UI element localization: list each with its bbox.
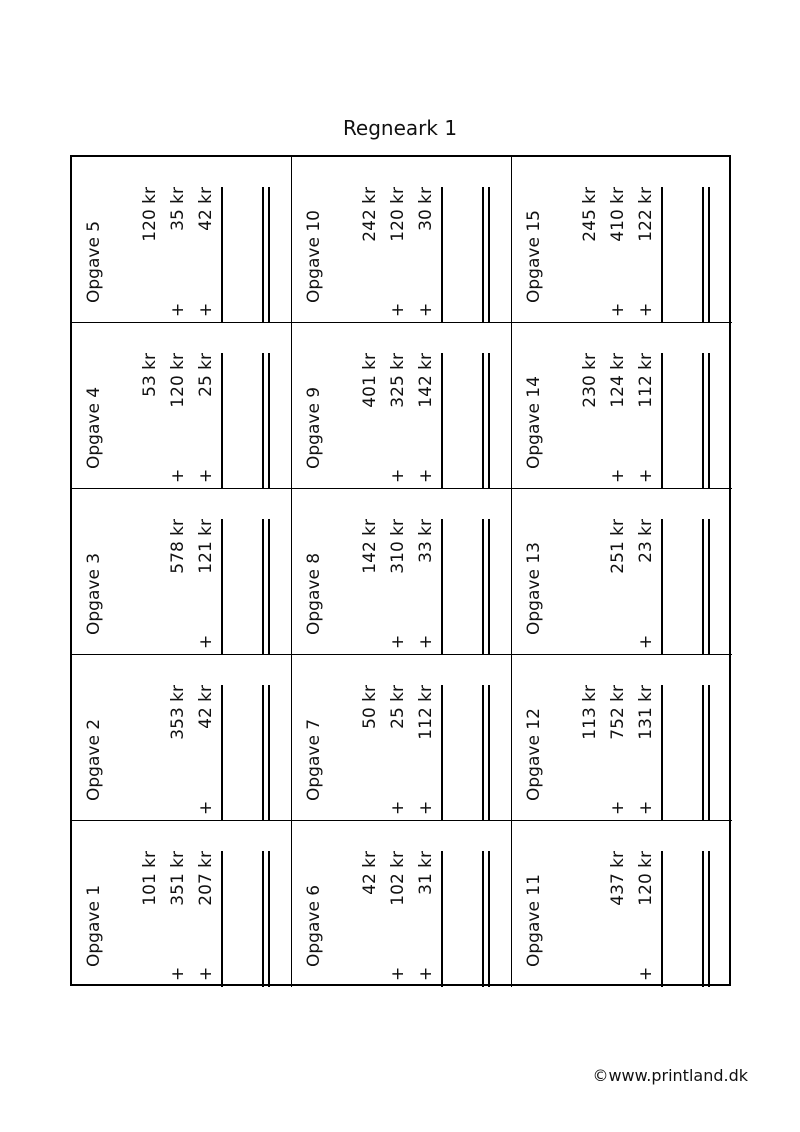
- amount-row: [360, 851, 384, 987]
- amount-value: 25 kr: [196, 353, 216, 397]
- amount-value: 120 kr: [636, 851, 656, 906]
- problem-cell: [512, 157, 732, 323]
- amount-row: [388, 353, 412, 489]
- amount-value: 101 kr: [140, 851, 160, 906]
- amount-value: 120 kr: [140, 187, 160, 242]
- amount-row: [416, 851, 440, 987]
- plus-sign: +: [168, 302, 188, 317]
- problem-content: [512, 655, 732, 821]
- problem-content: [512, 323, 732, 489]
- problem-label: Opgave 15: [524, 210, 544, 303]
- amount-value: 207 kr: [196, 851, 216, 906]
- answer-line-top: [262, 851, 264, 987]
- problem-cell: [72, 489, 292, 655]
- plus-sign: +: [196, 966, 216, 981]
- amount-row: [140, 851, 164, 987]
- problem-content: [72, 655, 292, 821]
- amount-value: 50 kr: [360, 685, 380, 729]
- answer-line-top: [482, 187, 484, 323]
- amount-row: [416, 187, 440, 323]
- plus-sign: +: [416, 966, 436, 981]
- amount-value: 122 kr: [636, 187, 656, 242]
- amount-row: [608, 851, 632, 987]
- problem-label: Opgave 12: [524, 708, 544, 801]
- problem-content: [512, 157, 732, 323]
- amount-row: [416, 519, 440, 655]
- problem-content: [292, 489, 512, 655]
- sum-underline: [221, 353, 223, 489]
- plus-sign: +: [196, 468, 216, 483]
- amount-value: 242 kr: [360, 187, 380, 242]
- amount-row: [196, 353, 220, 489]
- amount-row: [580, 187, 604, 323]
- answer-line-top: [262, 519, 264, 655]
- amount-value: 578 kr: [168, 519, 188, 574]
- problem-cell: [72, 821, 292, 987]
- amount-value: 142 kr: [360, 519, 380, 574]
- answer-line-bottom: [488, 187, 490, 323]
- answer-line-bottom: [488, 353, 490, 489]
- plus-sign: +: [608, 302, 628, 317]
- amount-row: [636, 187, 660, 323]
- problem-label: Opgave 4: [84, 386, 104, 469]
- amount-row: [168, 685, 192, 821]
- problem-label: Opgave 9: [304, 386, 324, 469]
- plus-sign: +: [416, 634, 436, 649]
- amount-value: 33 kr: [416, 519, 436, 563]
- problem-content: [292, 323, 512, 489]
- plus-sign: +: [416, 302, 436, 317]
- problem-cell: [512, 821, 732, 987]
- problem-content: [72, 489, 292, 655]
- sum-underline: [441, 685, 443, 821]
- problem-label: Opgave 7: [304, 718, 324, 801]
- problem-cell: [292, 821, 512, 987]
- amount-value: 113 kr: [580, 685, 600, 740]
- worksheet-grid: [70, 155, 731, 986]
- problem-content: [292, 157, 512, 323]
- problem-cell: [512, 323, 732, 489]
- amount-row: [168, 353, 192, 489]
- answer-line-bottom: [488, 519, 490, 655]
- problem-label: Opgave 14: [524, 376, 544, 469]
- amount-row: [388, 187, 412, 323]
- plus-sign: +: [608, 468, 628, 483]
- amount-row: [416, 685, 440, 821]
- problem-cell: [292, 157, 512, 323]
- amount-value: 131 kr: [636, 685, 656, 740]
- amount-row: [580, 685, 604, 821]
- answer-line-bottom: [708, 851, 710, 987]
- amount-row: [168, 519, 192, 655]
- amount-value: 230 kr: [580, 353, 600, 408]
- amount-row: [388, 685, 412, 821]
- problem-cell: [512, 655, 732, 821]
- plus-sign: +: [636, 302, 656, 317]
- problem-content: [72, 323, 292, 489]
- amount-row: [636, 353, 660, 489]
- amount-value: 310 kr: [388, 519, 408, 574]
- amount-row: [388, 519, 412, 655]
- plus-sign: +: [388, 634, 408, 649]
- plus-sign: +: [196, 634, 216, 649]
- answer-line-bottom: [488, 851, 490, 987]
- amount-row: [608, 685, 632, 821]
- amount-value: 251 kr: [608, 519, 628, 574]
- amount-row: [360, 519, 384, 655]
- amount-value: 353 kr: [168, 685, 188, 740]
- amount-value: 23 kr: [636, 519, 656, 563]
- plus-sign: +: [416, 468, 436, 483]
- amount-row: [168, 851, 192, 987]
- answer-line-bottom: [708, 187, 710, 323]
- problem-content: [512, 489, 732, 655]
- copyright-footer: ©www.printland.dk: [592, 1066, 748, 1085]
- amount-value: 121 kr: [196, 519, 216, 574]
- amount-value: 31 kr: [416, 851, 436, 895]
- problem-content: [72, 157, 292, 323]
- problem-cell: [292, 323, 512, 489]
- plus-sign: +: [196, 800, 216, 815]
- plus-sign: +: [636, 800, 656, 815]
- amount-value: 42 kr: [196, 187, 216, 231]
- answer-line-bottom: [488, 685, 490, 821]
- answer-line-bottom: [268, 353, 270, 489]
- plus-sign: +: [168, 966, 188, 981]
- problem-cell: [292, 655, 512, 821]
- amount-row: [196, 685, 220, 821]
- amount-value: 401 kr: [360, 353, 380, 408]
- plus-sign: +: [608, 800, 628, 815]
- plus-sign: +: [636, 468, 656, 483]
- sum-underline: [441, 353, 443, 489]
- plus-sign: +: [196, 302, 216, 317]
- answer-line-bottom: [708, 685, 710, 821]
- sum-underline: [661, 851, 663, 987]
- problem-label: Opgave 13: [524, 542, 544, 635]
- answer-line-bottom: [268, 851, 270, 987]
- answer-line-top: [262, 685, 264, 821]
- amount-value: 102 kr: [388, 851, 408, 906]
- sum-underline: [661, 353, 663, 489]
- sum-underline: [221, 851, 223, 987]
- answer-line-top: [482, 353, 484, 489]
- amount-row: [608, 187, 632, 323]
- amount-value: 112 kr: [636, 353, 656, 408]
- sum-underline: [661, 519, 663, 655]
- problem-cell: [292, 489, 512, 655]
- amount-value: 112 kr: [416, 685, 436, 740]
- problem-cell: [72, 157, 292, 323]
- problem-cell: [72, 323, 292, 489]
- amount-row: [168, 187, 192, 323]
- amount-value: 120 kr: [168, 353, 188, 408]
- page-title: Regneark 1: [342, 116, 458, 140]
- problem-label: Opgave 6: [304, 884, 324, 967]
- amount-value: 410 kr: [608, 187, 628, 242]
- amount-value: 142 kr: [416, 353, 436, 408]
- sum-underline: [221, 187, 223, 323]
- amount-value: 35 kr: [168, 187, 188, 231]
- problem-label: Opgave 8: [304, 552, 324, 635]
- problem-label: Opgave 2: [84, 718, 104, 801]
- problem-cell: [512, 489, 732, 655]
- problem-label: Opgave 3: [84, 552, 104, 635]
- amount-value: 325 kr: [388, 353, 408, 408]
- amount-value: 124 kr: [608, 353, 628, 408]
- answer-line-bottom: [708, 519, 710, 655]
- amount-row: [360, 353, 384, 489]
- answer-line-bottom: [708, 353, 710, 489]
- plus-sign: +: [416, 800, 436, 815]
- answer-line-bottom: [268, 187, 270, 323]
- amount-value: 42 kr: [360, 851, 380, 895]
- sum-underline: [441, 851, 443, 987]
- amount-value: 30 kr: [416, 187, 436, 231]
- amount-row: [388, 851, 412, 987]
- plus-sign: +: [168, 468, 188, 483]
- answer-line-top: [702, 685, 704, 821]
- amount-value: 53 kr: [140, 353, 160, 397]
- answer-line-top: [482, 519, 484, 655]
- answer-line-top: [482, 685, 484, 821]
- problem-content: [292, 821, 512, 987]
- amount-row: [608, 519, 632, 655]
- sum-underline: [661, 685, 663, 821]
- amount-row: [196, 519, 220, 655]
- amount-row: [140, 187, 164, 323]
- amount-row: [360, 685, 384, 821]
- amount-value: 245 kr: [580, 187, 600, 242]
- amount-value: 42 kr: [196, 685, 216, 729]
- sum-underline: [441, 187, 443, 323]
- amount-row: [196, 851, 220, 987]
- problem-content: [72, 821, 292, 987]
- problem-label: Opgave 1: [84, 884, 104, 967]
- problem-label: Opgave 10: [304, 210, 324, 303]
- plus-sign: +: [636, 966, 656, 981]
- amount-row: [636, 685, 660, 821]
- sum-underline: [661, 187, 663, 323]
- plus-sign: +: [388, 800, 408, 815]
- plus-sign: +: [388, 302, 408, 317]
- amount-row: [636, 851, 660, 987]
- problem-cell: [72, 655, 292, 821]
- problem-label: Opgave 11: [524, 874, 544, 967]
- amount-row: [196, 187, 220, 323]
- answer-line-bottom: [268, 519, 270, 655]
- answer-line-bottom: [268, 685, 270, 821]
- amount-row: [636, 519, 660, 655]
- plus-sign: +: [388, 468, 408, 483]
- problem-content: [292, 655, 512, 821]
- answer-line-top: [482, 851, 484, 987]
- answer-line-top: [262, 353, 264, 489]
- amount-value: 437 kr: [608, 851, 628, 906]
- answer-line-top: [702, 519, 704, 655]
- amount-row: [140, 353, 164, 489]
- answer-line-top: [702, 187, 704, 323]
- amount-value: 120 kr: [388, 187, 408, 242]
- amount-row: [360, 187, 384, 323]
- answer-line-top: [702, 851, 704, 987]
- amount-row: [580, 353, 604, 489]
- amount-row: [416, 353, 440, 489]
- sum-underline: [221, 685, 223, 821]
- amount-value: 752 kr: [608, 685, 628, 740]
- amount-value: 351 kr: [168, 851, 188, 906]
- answer-line-top: [262, 187, 264, 323]
- sum-underline: [221, 519, 223, 655]
- amount-value: 25 kr: [388, 685, 408, 729]
- problem-label: Opgave 5: [84, 220, 104, 303]
- amount-row: [608, 353, 632, 489]
- plus-sign: +: [636, 634, 656, 649]
- sum-underline: [441, 519, 443, 655]
- problem-content: [512, 821, 732, 987]
- answer-line-top: [702, 353, 704, 489]
- plus-sign: +: [388, 966, 408, 981]
